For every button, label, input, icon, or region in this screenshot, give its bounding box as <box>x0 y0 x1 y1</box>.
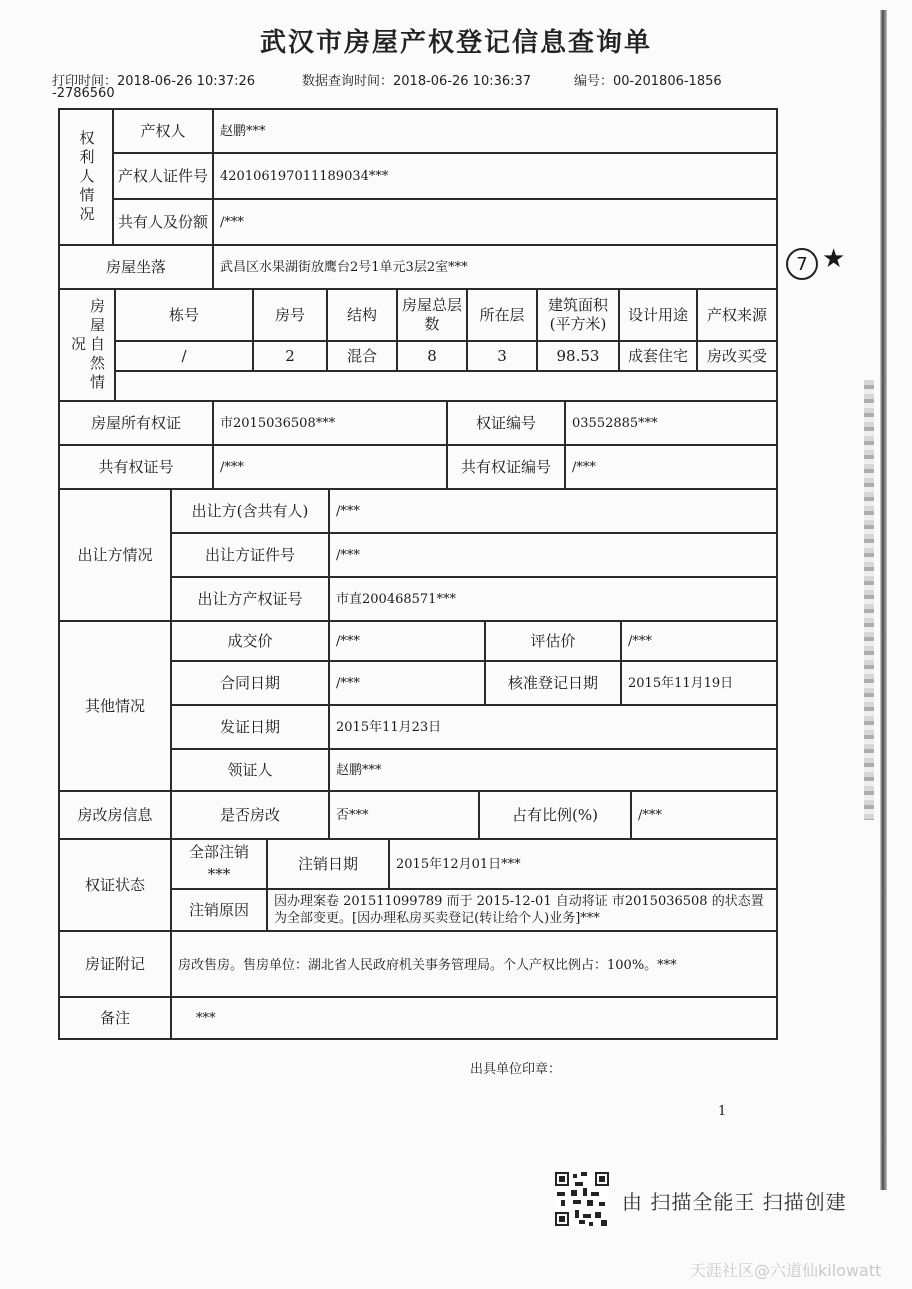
contract-date-value: /*** <box>336 675 360 691</box>
receiver-value: 赵鹏*** <box>336 762 382 778</box>
handwritten-circled-number: 7 <box>786 248 818 280</box>
cert-number-label: 权证编号 <box>475 413 536 432</box>
cancel-date-value: 2015年12月01日*** <box>396 856 521 872</box>
reform-section-label: 房改房信息 <box>77 805 153 824</box>
natural-value-usage: 成套住宅 <box>627 346 688 365</box>
cancel-reason-label: 注销原因 <box>188 900 249 919</box>
transferor-party-label: 出让方(含共有人) <box>191 501 309 520</box>
cert-number-value: 03552885*** <box>572 415 658 431</box>
owner-label: 产权人 <box>140 121 186 140</box>
handwritten-star-icon: ★ <box>822 244 846 274</box>
eval-label: 评估价 <box>530 631 576 650</box>
natural-header-room: 房号 <box>274 305 305 324</box>
natural-header-floors: 房屋总层数 <box>401 296 462 333</box>
attach-label: 房证附记 <box>84 954 145 973</box>
cancel-reason-value: 因办理案卷 201511099789 而于 2015-12-01 自动将证 市2015036508 的状态置为全部变更。[因办理私房买卖登记(转让给个人)业务]*** <box>274 894 764 926</box>
natural-value-room: 2 <box>285 346 295 365</box>
issue-date-value: 2015年11月23日 <box>336 719 442 735</box>
coowner-value: /*** <box>220 214 244 230</box>
all-cancel-value: *** <box>207 864 231 883</box>
receiver-label: 领证人 <box>227 760 273 779</box>
watermark-text: 天涯社区@六道仙kilowatt <box>690 1261 882 1280</box>
is-reform-label: 是否房改 <box>219 805 280 824</box>
is-reform-value: 否*** <box>336 807 369 823</box>
ratio-label: 占有比例(%) <box>512 805 598 824</box>
natural-value-source: 房改买受 <box>706 346 767 365</box>
issuer-seal-label: 出具单位印章： <box>470 1062 562 1077</box>
natural-header-usage: 设计用途 <box>627 305 688 324</box>
coowner-label: 共有人及份额 <box>117 212 208 231</box>
natural-header-floor: 所在层 <box>479 305 525 324</box>
natural-value-floor: 3 <box>497 346 507 365</box>
location-value: 武昌区水果湖街放鹰台2号1单元3层2室*** <box>220 259 468 275</box>
approve-date-value: 2015年11月19日 <box>628 675 734 691</box>
cancel-date-label: 注销日期 <box>297 854 358 873</box>
natural-value-structure: 混合 <box>346 346 377 365</box>
page-number: 1 <box>718 1104 727 1119</box>
owner-id-value: 420106197011189034*** <box>220 168 389 184</box>
approve-date-label: 核准登记日期 <box>507 673 598 692</box>
scan-edge-texture <box>864 380 874 820</box>
transferor-section-label: 出让方情况 <box>77 545 153 564</box>
remark-value: *** <box>196 1010 216 1026</box>
transferor-cert-label: 出让方产权证号 <box>197 589 303 608</box>
serial-number: 编号：00-201806-1856 <box>574 74 722 89</box>
ownership-cert-label: 房屋所有权证 <box>90 413 181 432</box>
remark-label: 备注 <box>99 1008 130 1027</box>
natural-value-area: 98.53 <box>556 346 600 365</box>
ratio-value: /*** <box>638 807 662 823</box>
all-cancel-label: 全部注销 <box>188 842 249 861</box>
transferor-party-value: /*** <box>336 503 360 519</box>
print-time: 打印时间：2018-06-26 10:37:26 <box>52 74 256 89</box>
scan-edge-shadow <box>880 10 887 1190</box>
scanner-brand-text: 由 扫描全能王 扫描创建 <box>622 1190 847 1214</box>
co-cert-number-label: 共有权证编号 <box>460 457 551 476</box>
serial-continued: -2786560 <box>52 86 115 101</box>
document-title: 武汉市房屋产权登记信息查询单 <box>259 28 652 58</box>
ownership-cert-value: 市2015036508*** <box>220 415 336 431</box>
co-cert-value: /*** <box>220 459 244 475</box>
transferor-id-value: /*** <box>336 547 360 563</box>
owner-value: 赵鹏*** <box>220 123 266 139</box>
issue-date-label: 发证日期 <box>219 717 280 736</box>
natural-header-building: 栋号 <box>168 305 199 324</box>
co-cert-label: 共有权证号 <box>98 457 174 476</box>
other-section-label: 其他情况 <box>84 696 145 715</box>
query-time: 数据查询时间：2018-06-26 10:36:37 <box>302 74 532 89</box>
contract-date-label: 合同日期 <box>219 673 280 692</box>
natural-section-label: 房屋自然情况 <box>69 297 106 393</box>
price-value: /*** <box>336 633 360 649</box>
location-label: 房屋坐落 <box>105 257 166 276</box>
price-label: 成交价 <box>227 631 273 650</box>
co-cert-number-value: /*** <box>572 459 596 475</box>
natural-header-structure: 结构 <box>346 305 377 324</box>
attach-value: 房改售房。售房单位：湖北省人民政府机关事务管理局。个人产权比例占：100%。*** <box>178 957 677 973</box>
transferor-id-label: 出让方证件号 <box>204 545 295 564</box>
owner-id-label: 产权人证件号 <box>117 166 208 185</box>
qr-code-icon <box>555 1172 609 1226</box>
status-section-label: 权证状态 <box>84 875 145 894</box>
eval-value: /*** <box>628 633 652 649</box>
natural-value-floors: 8 <box>427 346 437 365</box>
rights-section-label: 权利人情况 <box>77 129 96 225</box>
natural-value-building: / <box>181 346 187 365</box>
transferor-cert-value: 市直200468571*** <box>336 591 456 607</box>
natural-header-area: 建筑面积(平方米) <box>547 296 608 333</box>
natural-header-source: 产权来源 <box>706 305 767 324</box>
